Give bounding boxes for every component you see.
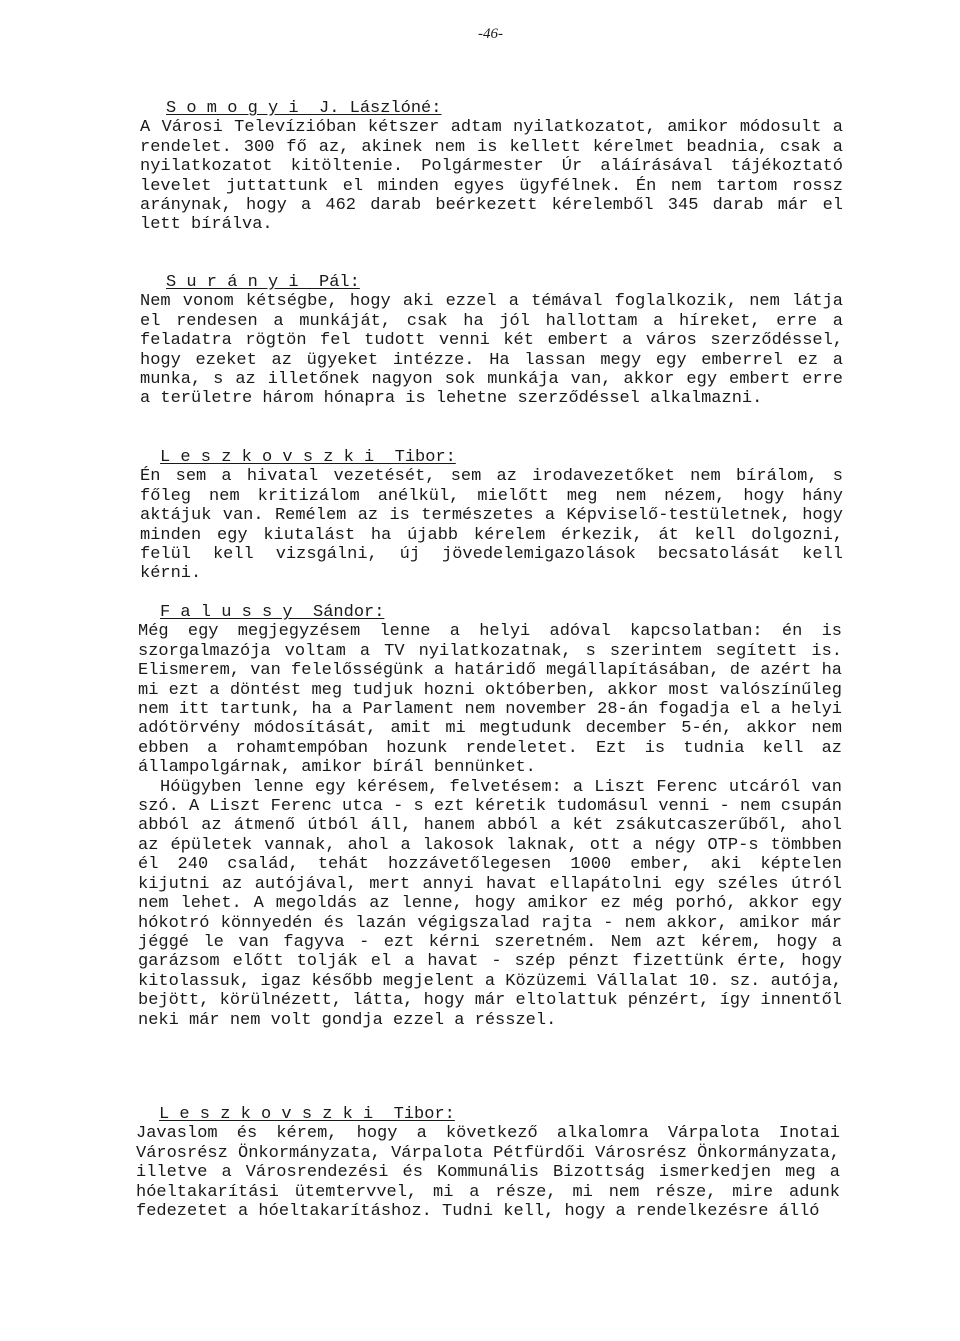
speech-block — [140, 448, 843, 584]
speech-block — [138, 603, 842, 1030]
speech-paragraph: Én sem a hivatal vezetését, sem az irodavezetőket nem bírálom, s főleg nem kritizálom anélkül, mielőtt meg nem nézem, hogy hány aktájuk van. Remélem az is természetes a Képviselő-testületnek, hogy minden egy kiutalást ha újabb kérelem érkezik, át kell dolgozni, felül kell vizsgálni, új jövedelemigazolások becsatolását kell kérni. — [140, 467, 843, 584]
speech-block — [136, 1105, 840, 1221]
speech-paragraph: Nem vonom kétségbe, hogy aki ezzel a témával foglalkozik, nem látja el rendesen a munkáját, csak ha jól hallottam a híreket, erre a feladatra rögtön fel tudott venni két embert a város szerződéssel, hogy ezeket az ügyeket intézze. Ha lassan megy egy emberrel ez a munka, s az illetőnek nagyon sok munkája van, akkor egy embert erre a területre három hónapra is lehetne szerződéssel alkalmazni. — [140, 292, 843, 409]
speech-block — [140, 273, 843, 409]
speaker-name: L e s z k o v s z k i Tibor: — [159, 1105, 455, 1124]
speech-paragraph: Még egy megjegyzésem lenne a helyi adóval kapcsolatban: én is szorgalmazója voltam a TV nyilatkozatnak, s szerintem segített is. Elismerem, van felelősségünk a határidő megállapításában, de azért ha mi ezt a döntést meg tudjuk hozni októberben, akkor most valószínűleg nem itt tartunk, ha a Parlament nem november 28-án fogadja el a helyi adótörvény módosítását, amit mi megtudunk december 5-én, akkor nem ebben a rohamtempóban hozunk rendeletet. Ezt is tudnia kell az állampolgárnak, amikor bírál bennünket. — [138, 622, 842, 778]
speech-paragraph: A Városi Televízióban kétszer adtam nyilatkozatot, amikor módosult a rendelet. 300 fő az, akinek nem is kellett kérelmet beadnia, csak a nyilatkozatot kitöltenie. Polgármester Úr aláírásával tájékoztató levelet juttattunk el minden egyes ügyfélnek. Én nem tartom rossz aránynak, hogy a 462 darab beérkezett kérelemből 345 darab már el lett bírálva. — [140, 118, 843, 235]
speech-paragraph: Javaslom és kérem, hogy a következő alkalomra Várpalota Inotai Városrész Önkormányzata, Várpalota Pétfürdői Városrész Önkormányzata, illetve a Városrendezési és Kommunális Bizottság ismerkedjen meg a hóeltakarítási ütemtervvel, mi a része, mi nem része, mire adunk fedezetet a hóeltakarításhoz. Tudni kell, hogy a rendelkezésre álló — [136, 1124, 840, 1222]
speech-block — [140, 99, 843, 235]
speaker-name: S o m o g y i J. Lászlóné: — [166, 99, 442, 118]
page-number: -46- — [478, 26, 503, 42]
speech-paragraph: Hóügyben lenne egy kérésem, felvetésem: a Liszt Ferenc utcáról van szó. A Liszt Ferenc utca - s ezt kéretik tudomásul venni - nem csupán abból az átmenő útból áll, hanem abból a két zsákutcaszerűből, ahol az épületek vannak, ahol a lakosok laknak, ott a négy OTP-s tömbben él 240 család, tehát hozzávetőlegesen 1000 ember, aki képtelen kijutni az autójával, mert annyi havat ellapátolni egy széles útról nem lehet. A megoldás az lenne, hogy amikor ez még porhó, akkor egy hókotró könnyedén és lazán végigszalad rajta - nem akkor, amikor már jéggé le van fagyva - ezt kérni szeretném. Nem azt kérem, hogy a garázsom előtt tolják el a havat - szép pénzt fizettünk érte, hogy kitolassuk, igaz később megjelent a Közüzemi Vállalat 10. sz. autója, bejött, körülnézett, látta, hogy már eltolattuk pénzért, így innentől neki már nem volt gondja ezzel a résszel. — [138, 777, 842, 1030]
speaker-name: L e s z k o v s z k i Tibor: — [160, 448, 456, 467]
speaker-name: S u r á n y i Pál: — [166, 273, 360, 292]
speaker-name: F a l u s s y Sándor: — [160, 603, 385, 622]
